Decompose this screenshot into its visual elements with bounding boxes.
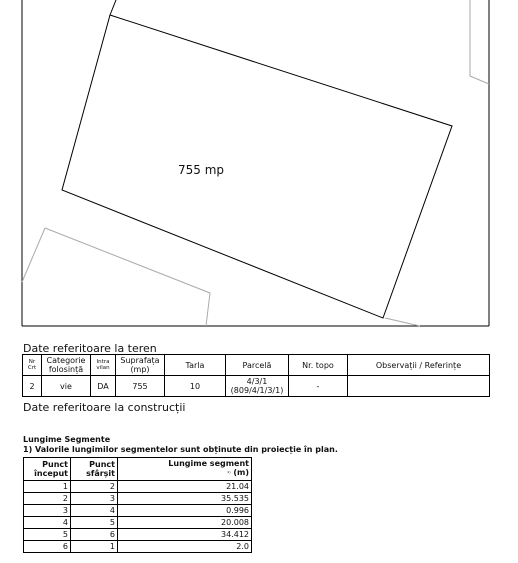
header-intravilan: Intra vilan <box>91 355 116 376</box>
teren-data-row <box>23 376 490 397</box>
neighbor-parcel-left-edge <box>22 228 45 282</box>
cell-end: 2 <box>71 481 118 493</box>
cell-start: 2 <box>24 493 71 505</box>
cell-length: 2.0 <box>118 541 252 553</box>
cell-end: 1 <box>71 541 118 553</box>
segmente-header-row <box>24 458 252 481</box>
cell-end: 4 <box>71 505 118 517</box>
cell-length: 0.996 <box>118 505 252 517</box>
header-parcela: Parcelă <box>226 355 289 376</box>
parcel-area-label: 755 mp <box>178 163 225 177</box>
header-suprafata: Suprafața (mp) <box>116 355 165 376</box>
cell-start: 6 <box>24 541 71 553</box>
segmente-table <box>23 457 252 553</box>
table-row <box>24 517 252 529</box>
cell-parcela: 4/3/1 (809/4/1/3/1) <box>226 376 289 397</box>
header-nr-topo: Nr. topo <box>289 355 348 376</box>
cell-end: 5 <box>71 517 118 529</box>
neighbor-parcel-right <box>470 0 489 84</box>
cell-length: 35.535 <box>118 493 252 505</box>
table-row <box>24 505 252 517</box>
teren-section-title: Date referitoare la teren <box>23 342 157 355</box>
cell-nr-topo: - <box>289 376 348 397</box>
cell-start: 4 <box>24 517 71 529</box>
parcel-boundary <box>62 15 452 318</box>
cell-length: 21.04 <box>118 481 252 493</box>
table-row <box>24 493 252 505</box>
header-categorie: Categorie folosință <box>42 355 91 376</box>
table-row <box>24 481 252 493</box>
cell-observatii <box>348 376 490 397</box>
cell-end: 3 <box>71 493 118 505</box>
cell-length: 34.412 <box>118 529 252 541</box>
segmente-title: Lungime Segmente <box>23 435 111 444</box>
cell-start: 5 <box>24 529 71 541</box>
header-tarla: Tarla <box>165 355 226 376</box>
header-punct-inceput: Punct început <box>24 458 71 481</box>
header-nr-crt: Nr Crt <box>23 355 42 376</box>
parcel-extension-top <box>110 0 116 15</box>
cell-intravilan: DA <box>91 376 116 397</box>
header-punct-sfarsit: Punct sfârșit <box>71 458 118 481</box>
table-row <box>24 541 252 553</box>
cell-length: 20.008 <box>118 517 252 529</box>
cell-start: 3 <box>24 505 71 517</box>
cell-nr-crt: 2 <box>23 376 42 397</box>
teren-header-row <box>23 355 490 376</box>
header-lungime-segment: Lungime segment ¹⁾ (m) <box>118 458 252 481</box>
neighbor-line-bottom-right <box>385 318 420 326</box>
neighbor-parcel-left <box>45 228 210 326</box>
cell-suprafata: 755 <box>116 376 165 397</box>
teren-table <box>22 354 490 397</box>
table-row <box>24 529 252 541</box>
segmente-subtitle: 1) Valorile lungimilor segmentelor sunt obținute din proiecție în plan. <box>23 445 338 454</box>
cell-categorie: vie <box>42 376 91 397</box>
cell-end: 6 <box>71 529 118 541</box>
cell-tarla: 10 <box>165 376 226 397</box>
cell-start: 1 <box>24 481 71 493</box>
header-observatii: Observații / Referințe <box>348 355 490 376</box>
constructii-section-title: Date referitoare la construcții <box>23 401 186 414</box>
